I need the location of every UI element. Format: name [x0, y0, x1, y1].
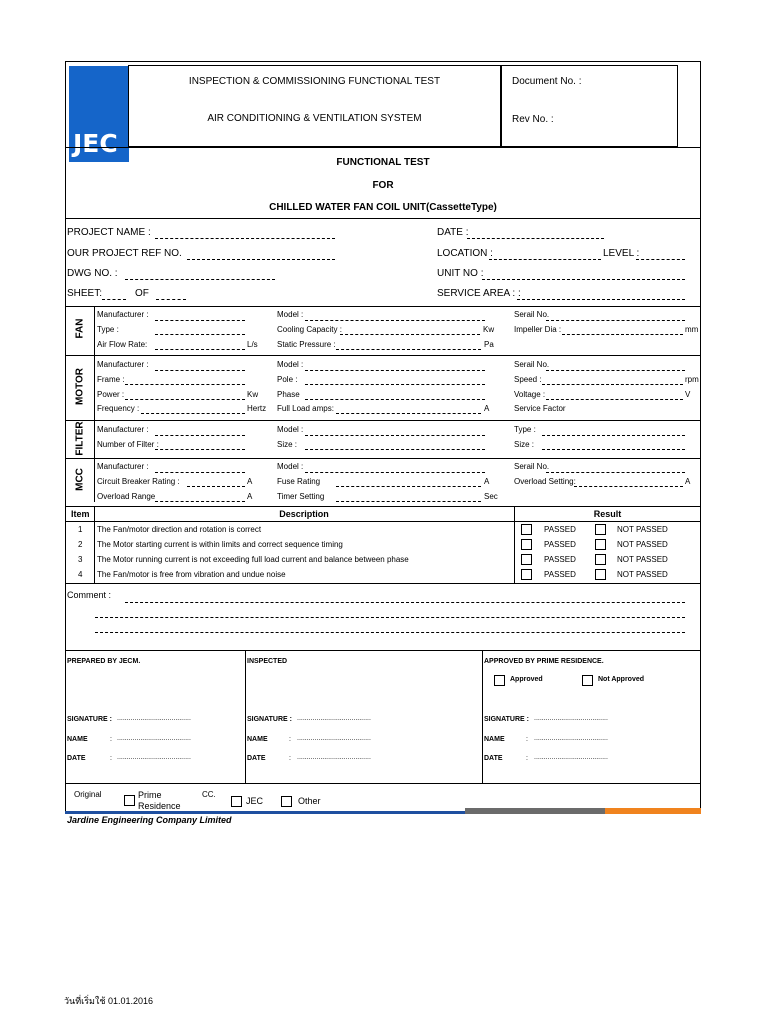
rev-no-label: Rev No. : [512, 114, 554, 125]
date-field[interactable] [467, 238, 604, 239]
name-colon: : [289, 736, 291, 743]
motor-speed-label: Speed : [514, 375, 542, 384]
project-ref-field[interactable] [187, 259, 335, 260]
filter-manufacturer-field[interactable] [155, 435, 245, 436]
motor-manufacturer-label: Manufacturer : [97, 360, 149, 369]
name-colon: : [526, 736, 528, 743]
of-field[interactable] [156, 299, 186, 300]
filter-section-label: FILTER [74, 421, 86, 456]
prepared-by-label: PREPARED BY JECM. [67, 658, 141, 665]
fan-cooling-unit: Kw [483, 325, 495, 334]
filter-type-field[interactable] [542, 435, 685, 436]
dwg-no-field[interactable] [125, 279, 275, 280]
mcc-fuse-unit: A [484, 477, 490, 486]
divider [94, 506, 95, 583]
service-area-field[interactable] [517, 299, 685, 300]
passed-checkbox[interactable] [521, 539, 532, 550]
divider [65, 218, 701, 219]
motor-speed-field[interactable] [542, 384, 683, 385]
motor-frame-field[interactable] [125, 384, 245, 385]
passed-label: PASSED [544, 570, 576, 579]
mcc-overload-range-field[interactable] [155, 501, 245, 502]
motor-fullload-unit: A [484, 404, 490, 413]
item-number: 4 [78, 570, 83, 579]
date-colon: : [289, 755, 291, 762]
section-label-divider [94, 306, 95, 502]
test-title-2: FOR [372, 180, 394, 191]
fan-airflow-field[interactable] [155, 349, 245, 350]
approved-label: Approved [510, 676, 543, 683]
passed-checkbox[interactable] [521, 569, 532, 580]
name-label: NAME [67, 736, 88, 743]
divider [65, 783, 701, 784]
filter-type-label: Type : [514, 425, 536, 434]
fan-type-label: Type : [97, 325, 119, 334]
fan-impeller-label: Impeller Dia : [514, 325, 562, 334]
not-passed-checkbox[interactable] [595, 569, 606, 580]
project-name-label: PROJECT NAME : [67, 227, 151, 238]
filter-manufacturer-label: Manufacturer : [97, 425, 149, 434]
passed-label: PASSED [544, 555, 576, 564]
dwg-no-label: DWG NO. : [67, 268, 118, 279]
jec-label: JEC [246, 796, 264, 806]
motor-fullload-label: Full Load amps: [277, 404, 334, 413]
fan-manufacturer-field[interactable] [155, 320, 245, 321]
passed-label: PASSED [544, 540, 576, 549]
item-number: 2 [78, 540, 83, 549]
level-label: LEVEL : [603, 248, 640, 259]
filter-number-label: Number of Filter : [97, 440, 159, 449]
fan-cooling-label: Cooling Capacity : [277, 325, 342, 334]
item-description: The Fan/motor is free from vibration and undue noise [97, 570, 286, 579]
approved-by-label: APPROVED BY PRIME RESIDENCE. [484, 658, 604, 665]
motor-frame-label: Frame : [97, 375, 125, 384]
name-label: NAME [484, 736, 505, 743]
motor-frequency-field[interactable] [141, 413, 245, 414]
item-description: The Fan/motor direction and rotation is correct [97, 525, 262, 534]
not-passed-checkbox[interactable] [595, 539, 606, 550]
mcc-fuse-label: Fuse Rating [277, 477, 321, 486]
date-label: DATE [484, 755, 503, 762]
comment-line-3[interactable] [95, 632, 685, 633]
filter-model-label: Model : [277, 425, 304, 434]
cc-label: CC. [202, 790, 216, 799]
not-passed-checkbox[interactable] [595, 554, 606, 565]
motor-serial-field[interactable] [546, 370, 685, 371]
date-field[interactable]: ...................................... [534, 754, 608, 761]
signature-field[interactable]: ...................................... [117, 715, 191, 722]
passed-label: PASSED [544, 525, 576, 534]
form-frame [65, 61, 701, 812]
of-label: OF [135, 288, 149, 299]
date-colon: : [110, 755, 112, 762]
fan-model-label: Model : [277, 310, 304, 319]
divider [65, 306, 701, 307]
our-project-ref-label: OUR PROJECT REF NO. [67, 248, 182, 259]
mcc-overload-setting-unit: A [685, 477, 691, 486]
name-colon: : [110, 736, 112, 743]
mcc-overload-setting-label: Overload Setting: [514, 477, 576, 486]
motor-speed-unit: rpm [685, 375, 699, 384]
company-name: Jardine Engineering Company Limited [67, 815, 232, 825]
filter-size-label: Size : [277, 440, 298, 449]
unit-no-label: UNIT NO : [437, 268, 484, 279]
col-result-header: Result [593, 509, 622, 519]
mcc-section-label: MCC [74, 468, 86, 491]
approved-checkbox[interactable] [494, 675, 505, 686]
fan-section-label: FAN [74, 318, 86, 339]
date-label: DATE : [437, 227, 469, 238]
divider [65, 458, 701, 459]
project-name-field[interactable] [155, 238, 335, 239]
fan-serial-field[interactable] [546, 320, 685, 321]
inspected-label: INSPECTED [247, 658, 288, 665]
mcc-cb-field[interactable] [187, 486, 245, 487]
passed-checkbox[interactable] [521, 554, 532, 565]
mcc-cb-unit: A [247, 477, 253, 486]
signature-field[interactable]: ...................................... [297, 715, 371, 722]
item-number: 1 [78, 525, 83, 534]
name-field[interactable]: ...................................... [534, 735, 608, 742]
not-passed-checkbox[interactable] [595, 524, 606, 535]
header-title-2: AIR CONDITIONING & VENTILATION SYSTEM [207, 113, 422, 124]
fan-impeller-unit: mm [685, 325, 699, 334]
other-label: Other [298, 796, 321, 806]
fan-impeller-field[interactable] [562, 334, 683, 335]
filter-size2-label: Size : [514, 440, 535, 449]
date-field[interactable]: ...................................... [117, 754, 191, 761]
test-title-1: FUNCTIONAL TEST [336, 157, 430, 168]
comment-line-1[interactable] [125, 602, 685, 603]
name-field[interactable]: ...................................... [297, 735, 371, 742]
not-passed-label: NOT PASSED [617, 540, 668, 549]
prime-residence-checkbox[interactable] [124, 795, 135, 806]
motor-manufacturer-field[interactable] [155, 370, 245, 371]
motor-model-field[interactable] [305, 370, 485, 371]
motor-service-factor-label: Service Factor [514, 404, 566, 413]
signature-field[interactable]: ...................................... [534, 715, 608, 722]
divider [65, 420, 701, 421]
location-label: LOCATION : [437, 248, 493, 259]
filter-size2-field[interactable] [542, 449, 685, 450]
other-checkbox[interactable] [281, 796, 292, 807]
motor-serial-label: Serail No. [514, 360, 550, 369]
not-passed-label: NOT PASSED [617, 555, 668, 564]
name-label: NAME [247, 736, 268, 743]
signature-label: SIGNATURE : [247, 716, 292, 723]
motor-voltage-label: Voltage : [514, 390, 546, 399]
motor-voltage-unit: V [685, 390, 691, 399]
divider [65, 583, 701, 584]
fan-static-field[interactable] [336, 349, 481, 350]
divider [514, 506, 515, 583]
motor-power-unit: Kw [247, 390, 259, 399]
mcc-timer-label: Timer Setting [277, 492, 325, 501]
item-description: The Motor starting current is within limits and correct sequence timing [97, 540, 343, 549]
divider [245, 650, 246, 783]
motor-phase-field[interactable] [305, 399, 485, 400]
mcc-overload-unit: A [247, 492, 253, 501]
fan-cooling-field[interactable] [340, 334, 480, 335]
service-area-label: SERVICE AREA : : [437, 288, 521, 299]
footer-bar-gray [465, 808, 605, 814]
date-field[interactable]: ...................................... [297, 754, 371, 761]
motor-model-label: Model : [277, 360, 304, 369]
date-label: DATE [247, 755, 266, 762]
divider [65, 650, 701, 651]
fan-static-unit: Pa [484, 340, 494, 349]
mcc-model-label: Model : [277, 462, 304, 471]
motor-power-label: Power : [97, 390, 125, 399]
not-approved-checkbox[interactable] [582, 675, 593, 686]
fan-type-field[interactable] [155, 334, 245, 335]
footer-bar-orange [605, 808, 701, 814]
jec-checkbox[interactable] [231, 796, 242, 807]
fan-static-label: Static Pressure : [277, 340, 336, 349]
mcc-serial-field[interactable] [546, 472, 685, 473]
mcc-cb-label: Circuit Breaker Rating : [97, 477, 180, 486]
fan-serial-label: Serail No. [514, 310, 550, 319]
not-passed-label: NOT PASSED [617, 570, 668, 579]
location-field[interactable] [489, 259, 601, 260]
item-description: The Motor running current is not exceeding full load current and balance between phase [97, 555, 409, 564]
divider [94, 355, 701, 356]
level-field[interactable] [636, 259, 685, 260]
signature-label: SIGNATURE : [67, 716, 112, 723]
not-passed-label: NOT PASSED [617, 525, 668, 534]
sheet-label: SHEET: [67, 288, 103, 299]
jec-logo: JEC [69, 66, 129, 162]
date-colon: : [526, 755, 528, 762]
mcc-timer-field[interactable] [336, 501, 481, 502]
motor-pole-label: Pole : [277, 375, 298, 384]
motor-pole-field[interactable] [305, 384, 485, 385]
mcc-timer-unit: Sec [484, 492, 498, 501]
comment-line-2[interactable] [95, 617, 685, 618]
fan-manufacturer-label: Manufacturer : [97, 310, 149, 319]
filter-size-field[interactable] [305, 449, 485, 450]
motor-phase-label: Phase [277, 390, 300, 399]
fan-model-field[interactable] [305, 320, 485, 321]
test-title-3: CHILLED WATER FAN COIL UNIT(CassetteType) [269, 202, 497, 213]
motor-voltage-field[interactable] [546, 399, 683, 400]
divider [65, 506, 701, 507]
mcc-fuse-field[interactable] [336, 486, 481, 487]
comment-label: Comment : [67, 590, 112, 600]
footer-bar-blue [65, 811, 465, 814]
mcc-manufacturer-label: Manufacturer : [97, 462, 149, 471]
item-number: 3 [78, 555, 83, 564]
name-field[interactable]: ...................................... [117, 735, 191, 742]
filter-number-field[interactable] [155, 449, 245, 450]
motor-frequency-unit: Hertz [247, 404, 267, 413]
sheet-field[interactable] [102, 299, 126, 300]
mcc-overload-range-label: Overload Range [97, 492, 156, 501]
signature-label: SIGNATURE : [484, 716, 529, 723]
not-approved-label: Not Approved [598, 676, 645, 683]
motor-power-field[interactable] [125, 399, 245, 400]
header-title-1: INSPECTION & COMMISSIONING FUNCTIONAL TEST [188, 76, 441, 87]
motor-fullload-field[interactable] [336, 413, 481, 414]
motor-frequency-label: Frequency : [97, 404, 140, 413]
mcc-model-field[interactable] [305, 472, 485, 473]
divider [65, 147, 701, 148]
mcc-manufacturer-field[interactable] [155, 472, 245, 473]
divider [65, 521, 701, 522]
fan-airflow-unit: L/s [247, 340, 258, 349]
document-no-label: Document No. : [512, 76, 582, 87]
motor-section-label: MOTOR [74, 367, 86, 406]
original-label: Original [74, 790, 102, 799]
date-stamp: วันที่เริ่มใช้ 01.01.2016 [64, 996, 154, 1006]
unit-no-field[interactable] [482, 279, 685, 280]
col-description-header: Description [279, 509, 329, 519]
date-label: DATE [67, 755, 86, 762]
filter-model-field[interactable] [305, 435, 485, 436]
mcc-serial-label: Serail No. [514, 462, 550, 471]
passed-checkbox[interactable] [521, 524, 532, 535]
prime-residence-label: Prime Residence [138, 790, 181, 811]
divider [482, 650, 483, 783]
divider [65, 355, 94, 356]
mcc-overload-setting-field[interactable] [574, 486, 683, 487]
fan-airflow-label: Air Flow Rate: [97, 340, 148, 349]
col-item-header: Item [71, 509, 90, 519]
